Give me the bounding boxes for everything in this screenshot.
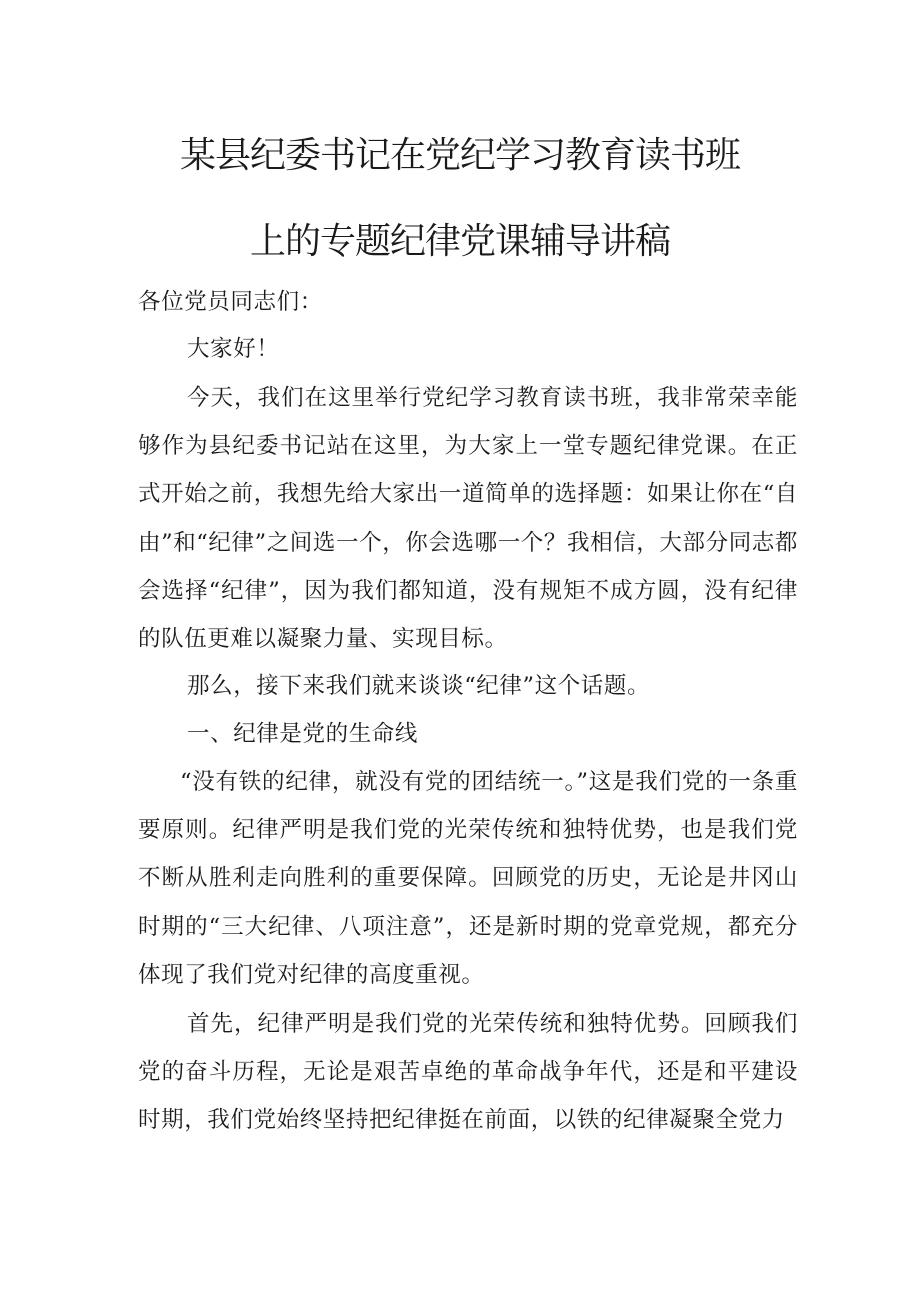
body-paragraph: 今天，我们在这里举行党纪学习教育读书班，我非常荣幸能够作为县纪委书记站在这里，为大家上一堂专题纪律党课。在正式开始之前，我想先给大家出一道简单的选择题：如果让你在“自由”和“纪律”之间选一个，你会选哪一个？我相信，大部分同志都会选择“纪律”，因为我们都知道，没有规矩不成方圆，没有纪律的队伍更难以凝聚力量、实现目标。 — [138, 385, 799, 653]
section-heading: 一、纪律是党的生命线 — [187, 721, 419, 747]
document-title-line-1: 某县纪委书记在党纪学习教育读书班 — [179, 135, 740, 176]
body-paragraph: 那么，接下来我们就来谈谈“纪律”这个话题。 — [187, 673, 651, 699]
body-paragraph: 首先，纪律严明是我们党的光荣传统和独特优势。回顾我们党的奋斗历程，无论是艰苦卓绝的革命战争年代，还是和平建设时期，我们党始终坚持把纪律挺在前面，以铁的纪律凝聚全党力 — [138, 1011, 798, 1134]
salutation: 各位党员同志们： — [138, 289, 323, 315]
body-paragraph: “没有铁的纪律，就没有党的团结统一。”这是我们党的一条重要原则。纪律严明是我们党的光荣传统和独特优势，也是我们党不断从胜利走向胜利的重要保障。回顾党的历史，无论是井冈山时期的“三大纪律、八项注意”，还是新时期的党章党规，都充分体现了我们党对纪律的高度重视。 — [138, 769, 798, 988]
document-title-line-2: 上的专题纪律党课辅导讲稿 — [249, 221, 670, 262]
greeting: 大家好！ — [187, 336, 280, 362]
